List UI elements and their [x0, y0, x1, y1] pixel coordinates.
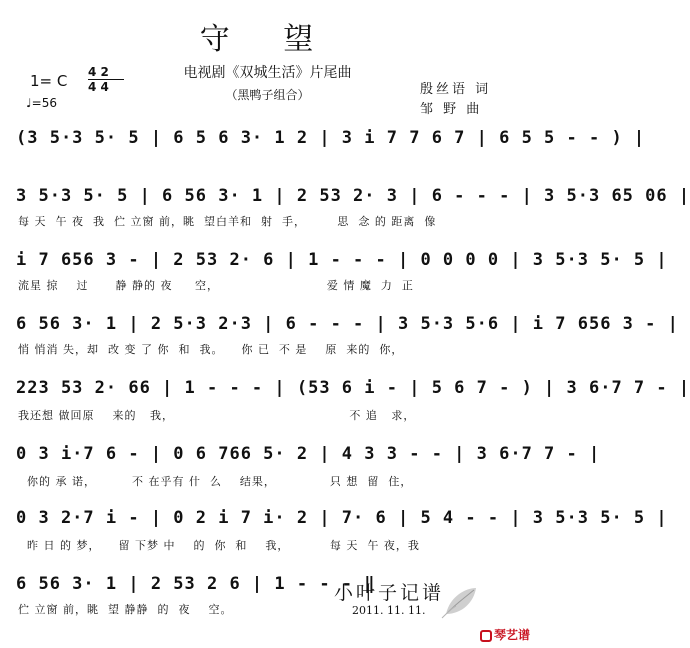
logo-mark-icon: [480, 630, 492, 642]
lyrics-row-2: 每 天 午 夜 我 伫 立窗 前，眺 望白羊和 射 手， 思 念 的 距离 像: [18, 215, 437, 228]
notation-row-5: 223 53 2· 66 | 1 - - - | (53 6 i - | 5 6 7 - ) | 3 6·7 7 - |: [16, 378, 690, 398]
composer-credit: 邹 野 曲: [420, 102, 483, 117]
notation-row-1: (3 5·3 5· 5 | 6 5 6 3· 1 2 | 3 i 7 7 6 7 | 6 5 5 - - ) |: [16, 128, 646, 148]
lyrics-row-7: 昨 日 的 梦， 留 下梦 中 的 你 和 我， 每 天 午 夜，我: [18, 539, 420, 552]
site-logo: [480, 626, 530, 643]
time-signature-numerators: 4 2: [88, 65, 109, 79]
notation-row-2: 3 5·3 5· 5 | 6 56 3· 1 | 2 53 2· 3 | 6 - - - | 3 5·3 65 06 |: [16, 186, 690, 206]
leaf-icon: [440, 582, 480, 622]
transcriber-signature: 小叶子记谱: [334, 582, 445, 604]
lyrics-row-8: 伫 立窗 前，眺 望 静静 的 夜 空。: [18, 603, 233, 616]
notation-row-3: i 7 656 3 - | 2 53 2· 6 | 1 - - - | 0 0 0 0 | 3 5·3 5· 5 |: [16, 250, 668, 270]
song-subtitle: 电视剧《双城生活》片尾曲: [183, 65, 352, 81]
watermark-text: 琴艺谱: [494, 628, 531, 642]
transcription-date: 2011. 11. 11.: [352, 604, 426, 617]
lyricist-credit: 殷丝语 词: [420, 82, 492, 97]
notation-row-4: 6 56 3· 1 | 2 5·3 2·3 | 6 - - - | 3 5·3 5·6 | i 7 656 3 - |: [16, 314, 679, 334]
tempo-marking: ♩=56: [26, 96, 57, 110]
notation-row-6: 0 3 i·7 6 - | 0 6 766 5· 2 | 4 3 3 - - | 3 6·7 7 - |: [16, 444, 601, 464]
notation-row-8: 6 56 3· 1 | 2 53 2 6 | 1 - - - ‖: [16, 574, 376, 594]
key-signature: 1= C: [30, 72, 68, 90]
notation-row-7: 0 3 2·7 i - | 0 2 i 7 i· 2 | 7· 6 | 5 4 - - | 3 5·3 5· 5 |: [16, 508, 668, 528]
lyrics-row-5: 我还想 做回原 来的 我， 不 追 求，: [18, 409, 416, 422]
lyrics-row-4: 悄 悄消 失，却 改 变 了 你 和 我。 你 已 不 是 原 来的 你，: [18, 343, 404, 356]
lyrics-row-3: 流星 掠 过 静 静的 夜 空， 爱 情 魔 力 正: [18, 279, 414, 292]
time-signature: [88, 66, 132, 93]
time-signature-denominators: 4 4: [88, 80, 109, 94]
song-title: 守 望: [199, 22, 336, 57]
lyrics-row-6: 你的 承 诺， 不 在乎有 什 么 结果， 只 想 留 住，: [18, 475, 413, 488]
performer: （黑鸭子组合）: [225, 88, 310, 102]
